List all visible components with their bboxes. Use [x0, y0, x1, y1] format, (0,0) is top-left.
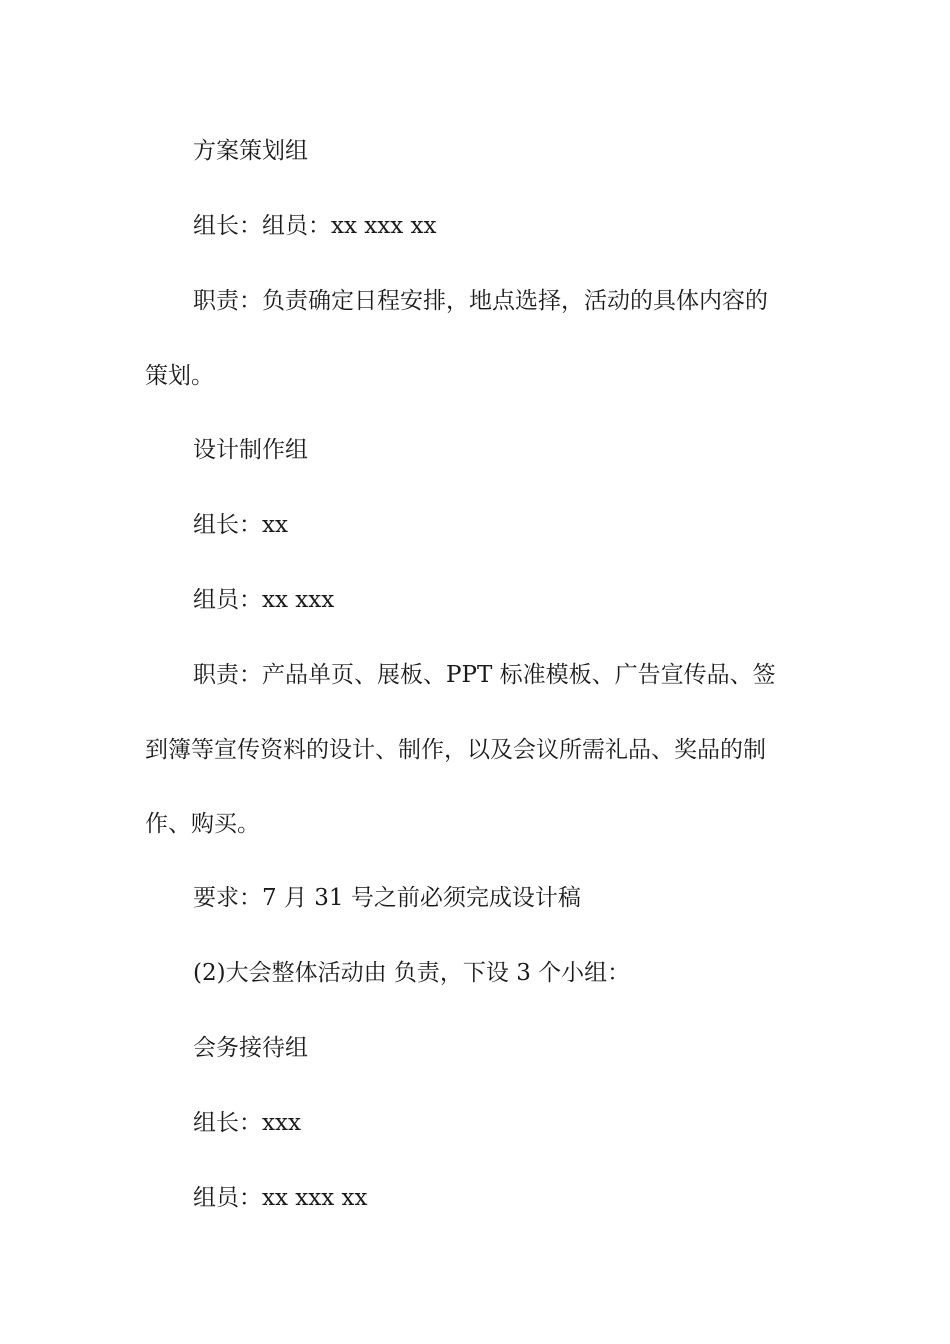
planning-group-duties-cont: 策划。 — [145, 363, 214, 389]
design-group-duties-cont-2: 作、购买。 — [145, 811, 260, 837]
heading-reception-group: 会务接待组 — [193, 1035, 308, 1061]
heading-design-group: 设计制作组 — [193, 437, 308, 463]
reception-group-members: 组员：xx xxx xx — [193, 1185, 368, 1211]
reception-group-leader: 组长：xxx — [193, 1110, 301, 1136]
design-group-members: 组员：xx xxx — [193, 587, 335, 613]
design-group-duties: 职责：产品单页、展板、PPT 标准模板、广告宣传品、签 — [193, 662, 776, 688]
design-group-leader: 组长：xx — [193, 512, 288, 538]
overall-activity-paragraph: (2)大会整体活动由 负责，下设 3 个小组： — [193, 960, 631, 986]
heading-planning-group: 方案策划组 — [193, 138, 308, 164]
design-deadline-requirement: 要求：7 月 31 号之前必须完成设计稿 — [193, 885, 581, 911]
planning-group-members: 组长：组员：xx xxx xx — [193, 213, 437, 239]
planning-group-duties: 职责：负责确定日程安排，地点选择，活动的具体内容的 — [193, 288, 768, 314]
design-group-duties-cont-1: 到簿等宣传资料的设计、制作，以及会议所需礼品、奖品的制 — [145, 737, 766, 763]
